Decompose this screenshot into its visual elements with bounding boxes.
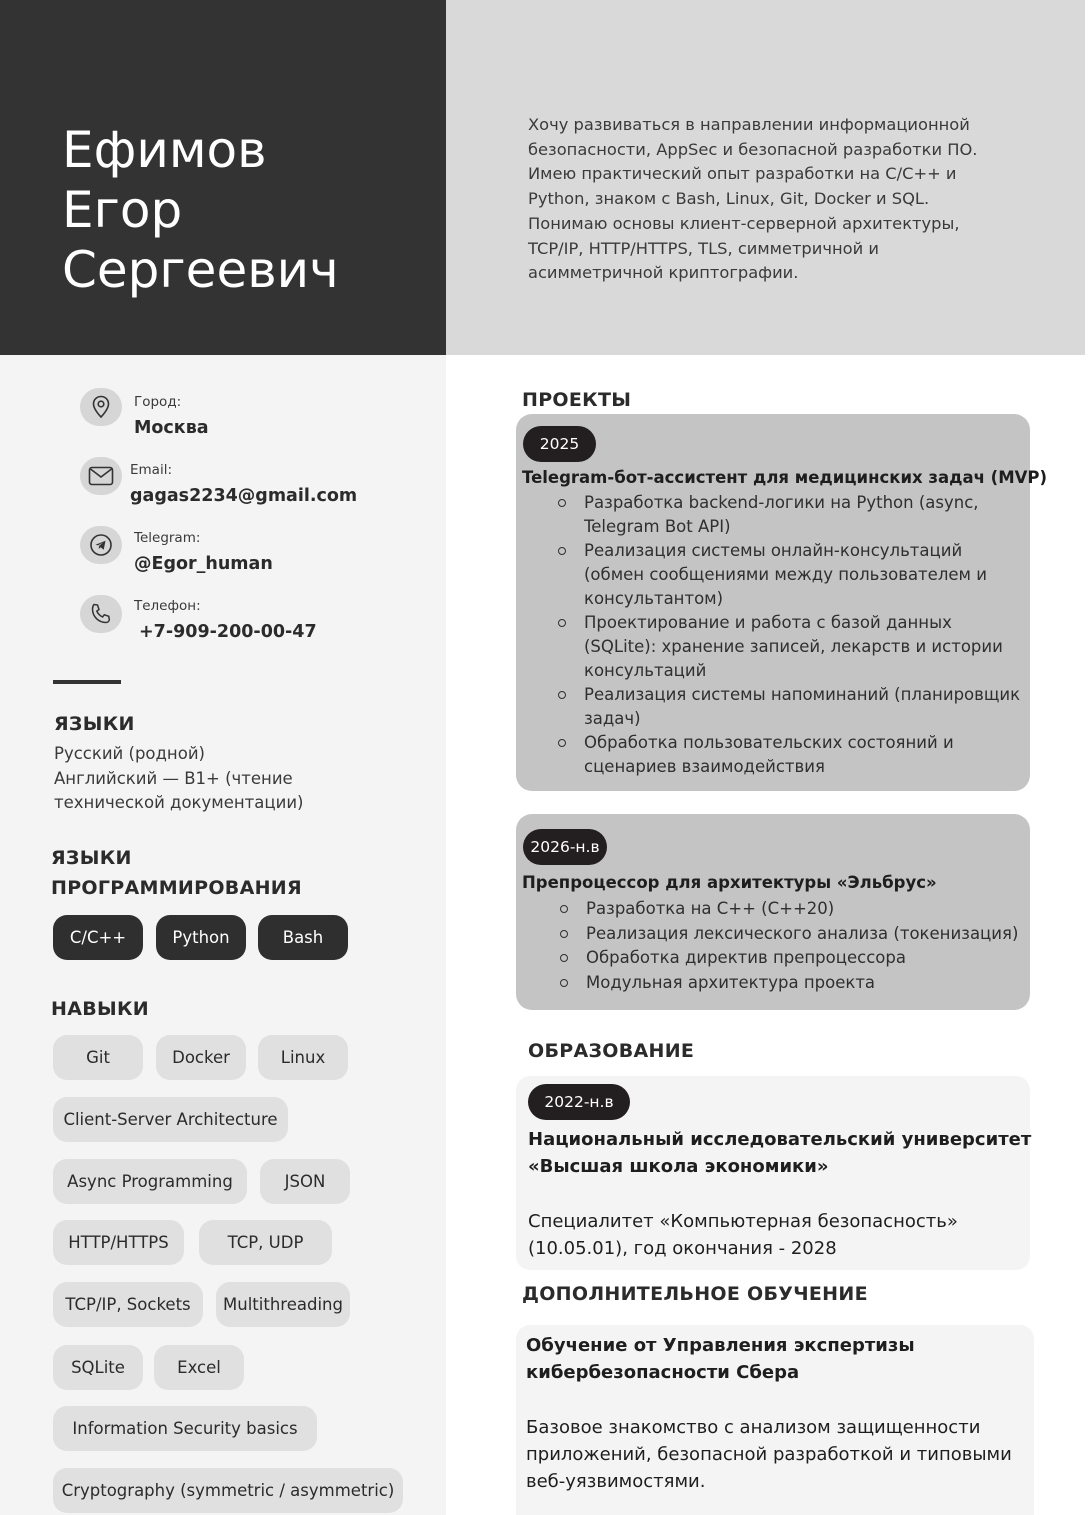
- list-item: Обработка пользовательских состояний и сценариев взаимодействия: [558, 731, 1024, 779]
- list-item: Разработка backend-логики на Python (async, Telegram Bot API): [558, 491, 1024, 539]
- list-item: Реализация системы напоминаний (планировщик задач): [558, 683, 1024, 731]
- skill-chip: TCP/IP, Sockets: [53, 1282, 203, 1327]
- list-item: Реализация системы онлайн-консультаций (обмен сообщениями между пользователем и консультантом): [558, 539, 1024, 611]
- skill-chip: JSON: [260, 1159, 350, 1204]
- skills-heading: НАВЫКИ: [51, 998, 150, 1020]
- full-name: [62, 120, 339, 300]
- project-title: Препроцессор для архитектуры «Эльбрус»: [522, 873, 937, 892]
- skill-chip: Client-Server Architecture: [53, 1097, 288, 1142]
- languages-list: [54, 742, 304, 816]
- project-title: Telegram-бот-ассистент для медицинских задач (MVP): [522, 468, 1048, 487]
- name-line-patronymic: Сергеевич: [62, 241, 339, 299]
- language-english-note: технической документации): [54, 793, 304, 813]
- skill-chip: Excel: [154, 1345, 244, 1390]
- project-year-badge: 2025: [523, 426, 596, 462]
- education-title: Национальный исследовательский университет «Высшая школа экономики»: [528, 1129, 1032, 1177]
- summary-header: [446, 0, 1085, 355]
- project-year-badge: 2026-н.в: [523, 829, 607, 865]
- skill-chip: Git: [53, 1035, 143, 1080]
- city-value: Москва: [134, 418, 209, 438]
- prog-lang-chip: C/C++: [53, 915, 143, 960]
- location-pin-icon: [80, 388, 122, 426]
- project-bullets: [558, 491, 1024, 779]
- summary-text: Хочу развиваться в направлении информационной безопасности, AppSec и безопасной разработки ПО. Имею практический опыт разработки на C/C++ и Python, знаком с Bash, Linux, Git, Docker и SQL. Понимаю основы клиент-серверной архитектуры, TCP/IP, HTTP/HTTPS, TLS, симметричной и асимметричной криптографии.: [528, 115, 978, 283]
- skill-chip: HTTP/HTTPS: [53, 1220, 184, 1265]
- language-russian: Русский (родной): [54, 744, 205, 763]
- telegram-label: Telegram:: [134, 530, 201, 546]
- list-item: Реализация лексического анализа (токенизация): [560, 922, 1026, 947]
- skill-chip: Docker: [156, 1035, 246, 1080]
- projects-heading: ПРОЕКТЫ: [522, 389, 632, 411]
- phone-label: Телефон:: [134, 598, 201, 614]
- telegram-icon: [80, 526, 122, 564]
- skill-chip: Cryptography (symmetric / asymmetric): [53, 1468, 403, 1513]
- extra-education-title: Обучение от Управления экспертизы кибербезопасности Сбера: [526, 1335, 915, 1383]
- prog-lang-chip: Bash: [258, 915, 348, 960]
- extra-education-heading: ДОПОЛНИТЕЛЬНОЕ ОБУЧЕНИЕ: [522, 1283, 868, 1305]
- education-description: Специалитет «Компьютерная безопасность» (10.05.01), год окончания - 2028: [528, 1211, 958, 1259]
- phone-icon: [80, 595, 122, 633]
- skill-chip: TCP, UDP: [199, 1220, 332, 1265]
- name-header: [0, 0, 446, 355]
- section-divider: [53, 680, 121, 684]
- name-line-surname: Ефимов: [62, 121, 267, 179]
- skill-chip: Async Programming: [53, 1159, 247, 1204]
- skill-chip: SQLite: [53, 1345, 143, 1390]
- telegram-value[interactable]: @Egor_human: [134, 554, 273, 574]
- skill-chip: Multithreading: [216, 1282, 350, 1327]
- list-item: Модульная архитектура проекта: [560, 971, 1026, 996]
- skill-chip: Linux: [258, 1035, 348, 1080]
- city-label: Город:: [134, 394, 182, 410]
- email-label: Email:: [130, 462, 173, 478]
- prog-lang-chip: Python: [156, 915, 246, 960]
- list-item: Проектирование и работа с базой данных (SQLite): хранение записей, лекарств и истории консультаций: [558, 611, 1024, 683]
- list-item: Обработка директив препроцессора: [560, 946, 1026, 971]
- email-value[interactable]: gagas2234@gmail.com: [130, 486, 358, 506]
- education-heading: ОБРАЗОВАНИЕ: [528, 1040, 695, 1062]
- name-line-first: Егор: [62, 181, 183, 239]
- language-english: Английский — B1+ (чтение: [54, 768, 293, 788]
- envelope-icon: [80, 457, 122, 495]
- education-year-badge: 2022-н.в: [528, 1084, 630, 1120]
- project-bullets: [560, 897, 1026, 995]
- languages-heading: ЯЗЫКИ: [54, 713, 135, 735]
- skill-chip: Information Security basics: [53, 1406, 317, 1451]
- phone-value[interactable]: +7-909-200-00-47: [139, 622, 317, 642]
- programming-languages-heading: ЯЗЫКИ ПРОГРАММИРОВАНИЯ: [51, 847, 302, 899]
- list-item: Разработка на C++ (C++20): [560, 897, 1026, 922]
- extra-education-description: Базовое знакомство с анализом защищенности приложений, безопасной разработкой и типовыми веб-уязвимостями.: [526, 1417, 1012, 1492]
